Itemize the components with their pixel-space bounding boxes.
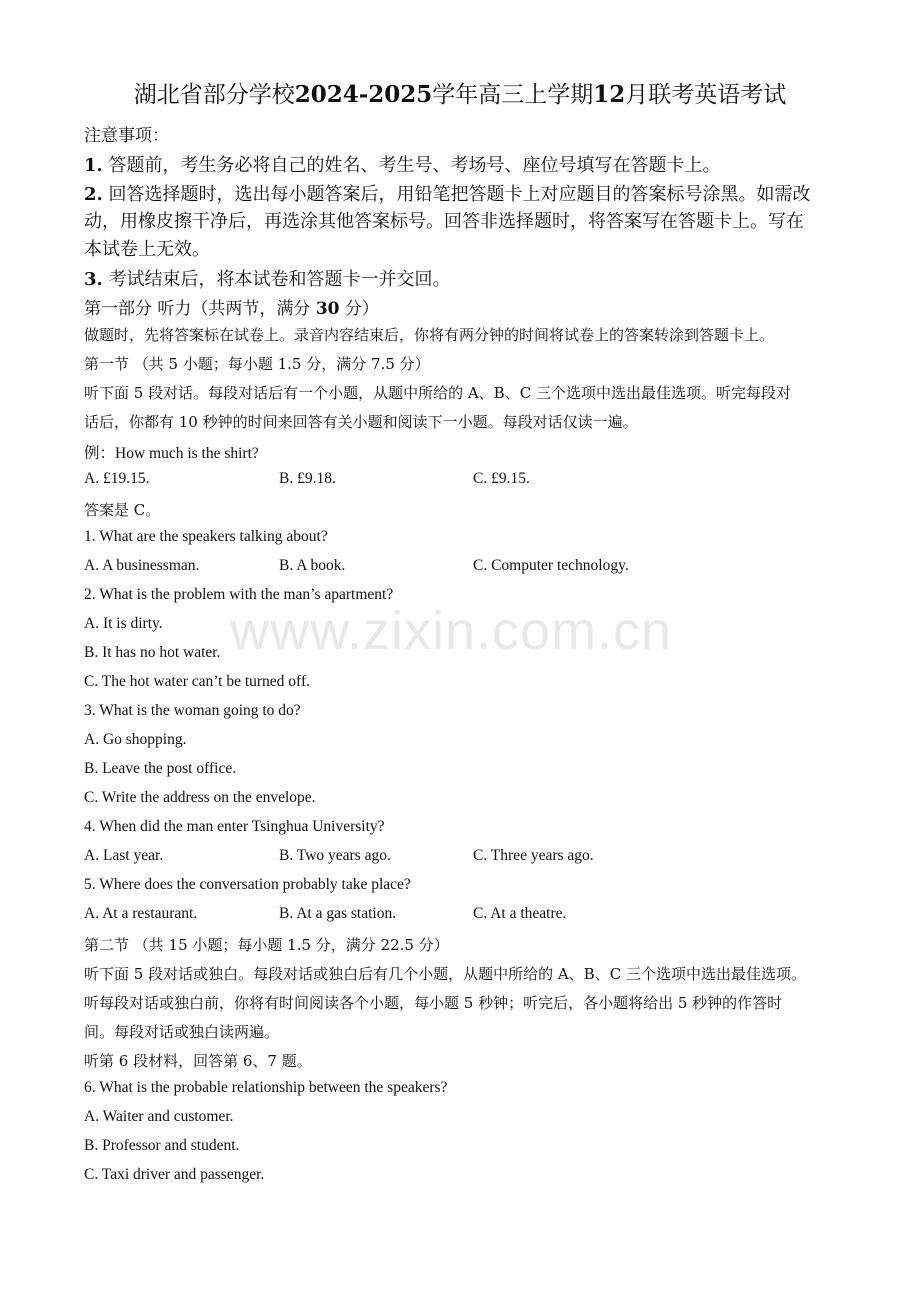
option-c: C. £9.15. — [473, 470, 530, 487]
option-a: A. At a restaurant. — [84, 905, 198, 922]
notice-heading: 注意事项： — [84, 126, 169, 146]
question-4: 4. When did the man enter Tsinghua University? — [84, 818, 385, 835]
option-b: B. Two years ago. — [279, 847, 391, 864]
notice-number: 3. — [84, 269, 103, 290]
example-answer: 答案是 C。 — [84, 501, 161, 519]
part1-heading — [84, 294, 379, 319]
section1-heading: 第一节 （共 5 小题；每小题 1.5 分，满分 7.5 分） — [84, 355, 430, 373]
title-month: 12 — [593, 81, 626, 108]
question-5: 5. Where does the conversation probably take place? — [84, 876, 411, 893]
option-a: A. Waiter and customer. — [84, 1108, 234, 1125]
option-c: C. Computer technology. — [473, 557, 629, 574]
notice-text: 考试结束后，将本试卷和答题卡一并交回。 — [108, 269, 451, 290]
part1-text: 分） — [339, 299, 379, 319]
option-b: B. At a gas station. — [279, 905, 397, 922]
option-b: B. £9.18. — [279, 470, 336, 487]
option-b: B. Leave the post office. — [84, 760, 237, 777]
question-1: 1. What are the speakers talking about? — [84, 528, 328, 545]
option-c: C. Taxi driver and passenger. — [84, 1166, 265, 1183]
notice-2-cont: 动，用橡皮擦干净后，再选涂其他答案标号。回答非选择题时，将答案写在答题卡上。写在 — [84, 211, 804, 232]
notice-text: 答题前，考生务必将自己的姓名、考生号、考场号、座位号填写在答题卡上。 — [108, 155, 721, 176]
section1-instruction: 话后，你都有 10 秒钟的时间来回答有关小题和阅读下一小题。每段对话仅读一遍。 — [84, 413, 638, 431]
option-b: B. It has no hot water. — [84, 644, 221, 661]
question-6: 6. What is the probable relationship between the speakers? — [84, 1079, 448, 1096]
notice-3 — [84, 265, 451, 291]
example-question: 例：How much is the shirt? — [84, 445, 259, 462]
exam-title — [0, 76, 920, 109]
option-b: B. Professor and student. — [84, 1137, 240, 1154]
section2-heading: 第二节 （共 15 小题；每小题 1.5 分，满分 22.5 分） — [84, 936, 449, 954]
option-c: C. The hot water can’t be turned off. — [84, 673, 310, 690]
option-a: A. Last year. — [84, 847, 164, 864]
option-c: C. Three years ago. — [473, 847, 594, 864]
option-a: A. £19.15. — [84, 470, 150, 487]
notice-text: 回答选择题时，选出每小题答案后，用铅笔把答题卡上对应题目的答案标号涂黑。如需改 — [108, 184, 811, 205]
notice-2 — [84, 180, 811, 206]
notice-1 — [84, 151, 721, 177]
question-2: 2. What is the problem with the man’s apartment? — [84, 586, 394, 603]
part1-score: 30 — [315, 299, 340, 319]
option-a: A. Go shopping. — [84, 731, 187, 748]
notice-2-cont: 本试卷上无效。 — [84, 239, 210, 260]
notice-number: 1. — [84, 155, 103, 176]
section1-instruction: 听下面 5 段对话。每段对话后有一个小题，从题中所给的 A、B、C 三个选项中选出最佳选项。听完每段对 — [84, 384, 791, 402]
section2-instruction: 听下面 5 段对话或独白。每段对话或独白后有几个小题，从题中所给的 A、B、C 三个选项中选出最佳选项。 — [84, 965, 806, 983]
title-year: 2024-2025 — [294, 81, 433, 108]
part1-text: 第一部分 听力（共两节，满分 — [84, 299, 316, 319]
watermark: www.zixin.com.cn — [230, 601, 673, 661]
title-part: 月联考英语考试 — [625, 82, 787, 108]
material-6-heading: 听第 6 段材料，回答第 6、7 题。 — [84, 1052, 312, 1070]
question-3: 3. What is the woman going to do? — [84, 702, 301, 719]
part1-instruction: 做题时，先将答案标在试卷上。录音内容结束后，你将有两分钟的时间将试卷上的答案转涂到答题卡上。 — [84, 326, 775, 344]
option-a: A. It is dirty. — [84, 615, 163, 632]
notice-number: 2. — [84, 184, 103, 205]
option-a: A. A businessman. — [84, 557, 200, 574]
title-part: 湖北省部分学校 — [133, 82, 295, 108]
option-b: B. A book. — [279, 557, 346, 574]
option-c: C. Write the address on the envelope. — [84, 789, 316, 806]
option-c: C. At a theatre. — [473, 905, 567, 922]
section2-instruction: 间。每段对话或独白读两遍。 — [84, 1023, 280, 1041]
section2-instruction: 听每段对话或独白前，你将有时间阅读各个小题，每小题 5 秒钟；听完后，各小题将给出 5 秒钟的作答时 — [84, 994, 783, 1012]
title-part: 学年高三上学期 — [432, 82, 594, 108]
